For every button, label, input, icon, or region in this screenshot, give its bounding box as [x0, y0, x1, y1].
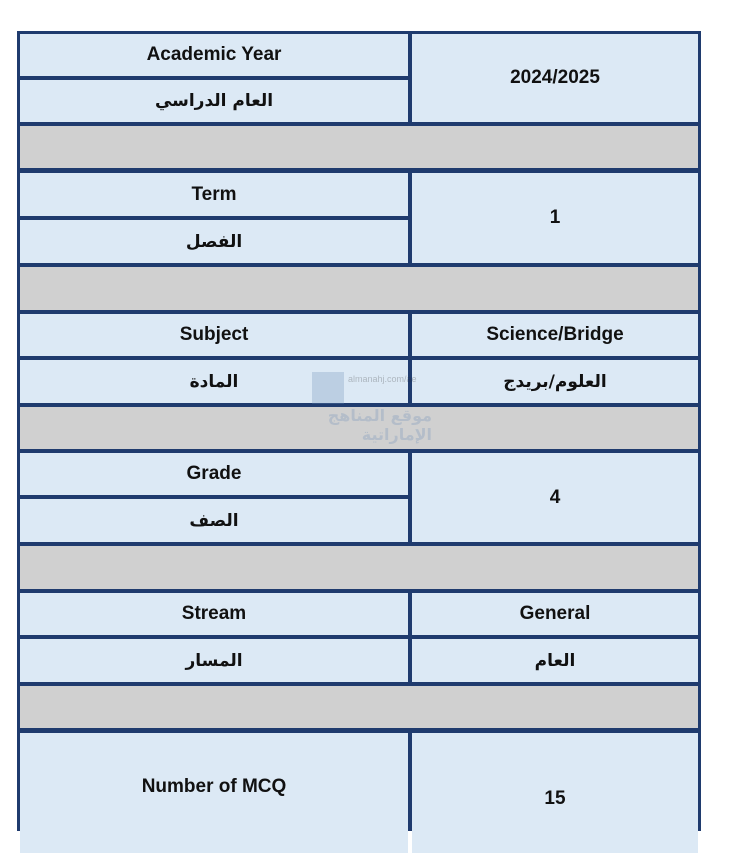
subject-label-en	[20, 314, 408, 356]
term-label-ar	[20, 220, 408, 263]
stream-value-en-text: General	[519, 603, 591, 624]
stream-value-ar	[412, 639, 698, 682]
grade-value-text: 4	[549, 486, 561, 508]
term-value	[412, 173, 698, 263]
mcq-value	[412, 733, 698, 853]
academic-year-label-en-text: Academic Year	[146, 44, 282, 65]
subject-value-en-text: Science/Bridge	[486, 324, 624, 345]
term-value-text: 1	[549, 207, 561, 228]
separator-band	[20, 546, 698, 589]
stream-label-ar	[20, 639, 408, 682]
academic-year-value-text: 2024/2025	[510, 67, 600, 88]
subject-value-en	[412, 314, 698, 356]
academic-year-label-ar-text: العام الدراسي	[154, 91, 274, 111]
info-table	[17, 31, 701, 831]
watermark-name: موقع المناهج الإماراتية	[327, 406, 432, 444]
term-label-en	[20, 173, 408, 216]
subject-value-ar	[412, 360, 698, 403]
mcq-value-text: 15	[544, 788, 566, 809]
subject-label-en-text: Subject	[179, 324, 249, 345]
term-label-en-text: Term	[191, 183, 237, 205]
academic-year-label-ar	[20, 80, 408, 122]
grade-label-en	[20, 453, 408, 495]
stream-label-en-text: Stream	[181, 603, 247, 624]
grade-label-ar	[20, 499, 408, 542]
separator-band	[20, 126, 698, 168]
stream-label-ar-text: المسار	[185, 650, 243, 671]
stream-value-ar-text: العام	[534, 650, 576, 671]
stream-label-en	[20, 593, 408, 635]
mcq-label	[20, 733, 408, 853]
subject-label-ar	[20, 360, 408, 403]
watermark-url: almanahj.com/ae	[348, 374, 417, 384]
stream-value-en	[412, 593, 698, 635]
academic-year-value	[412, 34, 698, 122]
term-label-ar-text: الفصل	[185, 231, 243, 252]
grade-value	[412, 453, 698, 542]
separator-band	[20, 686, 698, 728]
grade-label-en-text: Grade	[186, 463, 242, 484]
separator-band	[20, 267, 698, 310]
grade-label-ar-text: الصف	[189, 510, 239, 531]
separator-band	[20, 407, 698, 449]
mcq-label-text: Number of MCQ	[141, 776, 287, 797]
subject-label-ar-text: المادة	[189, 371, 239, 392]
academic-year-label-en	[20, 34, 408, 76]
subject-value-ar-text: العلوم/بريدج	[503, 371, 607, 392]
